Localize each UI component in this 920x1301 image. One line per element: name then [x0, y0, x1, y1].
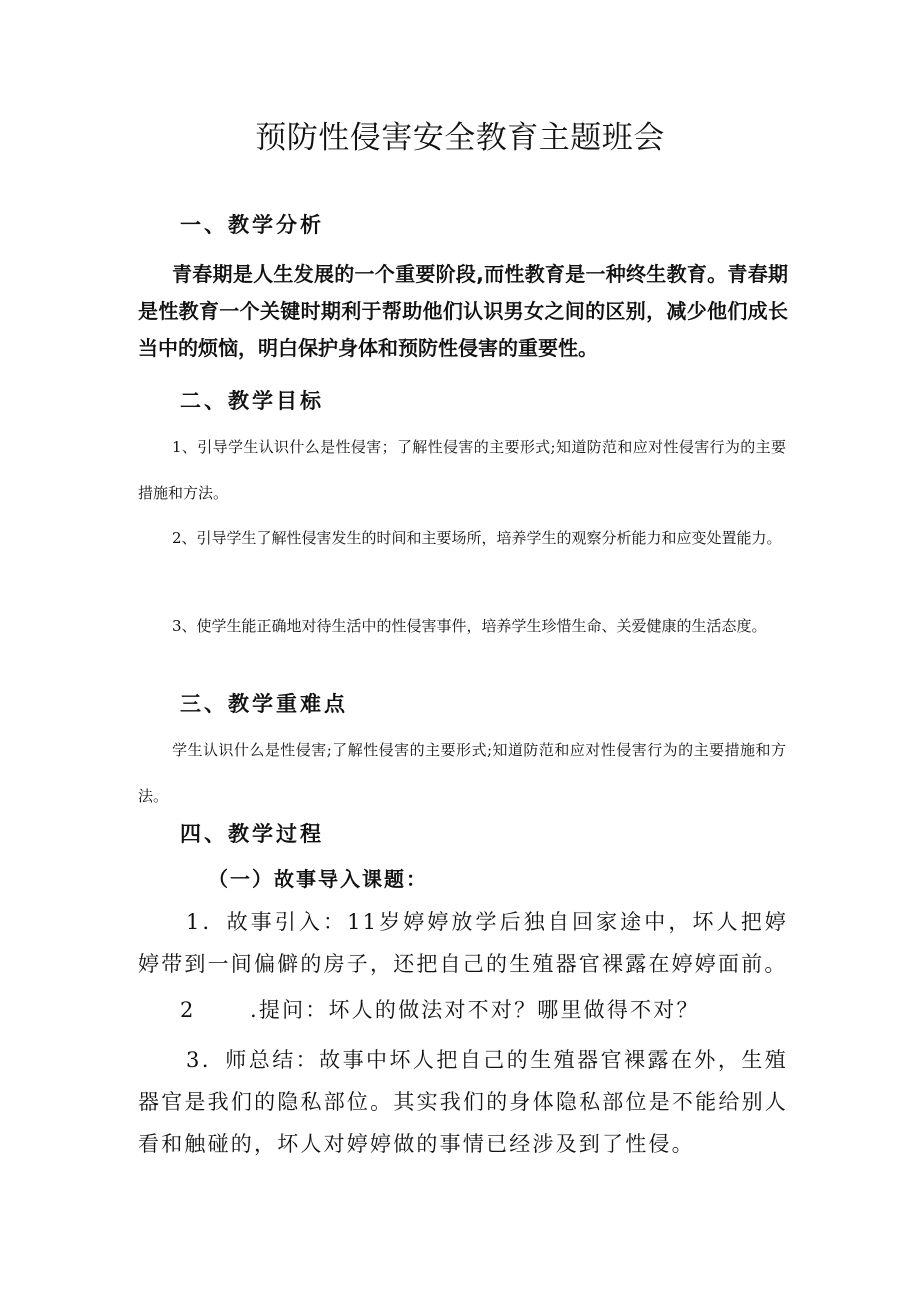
section-heading-goals: 二、教学目标	[180, 389, 324, 413]
goal-item-3: 3、使学生能正确地对待生活中的性侵害事件，培养学生珍惜生命、关爱健康的生活态度。	[172, 617, 767, 635]
goal-item-1: 1、引导学生认识什么是性侵害；了解性侵害的主要形式;知道防范和应对性侵害行为的主要措施和方法。	[138, 438, 786, 502]
section-heading-process: 四、教学过程	[180, 822, 324, 846]
section-heading-analysis: 一、教学分析	[180, 213, 324, 237]
process-subheading: （一）故事导入课题：	[208, 867, 428, 891]
keypoints-paragraph: 学生认识什么是性侵害;了解性侵害的主要形式;知道防范和应对性侵害行为的主要措施和方法。	[138, 741, 786, 805]
process-step-2-text: .提问：坏人的做法对不对？哪里做得不对？	[250, 998, 700, 1022]
process-step-2	[180, 995, 700, 1025]
document-title: 预防性侵害安全教育主题班会	[255, 120, 665, 156]
analysis-paragraph: 青春期是人生发展的一个重要阶段,而性教育是一种终生教育。青春期是性教育一个关键时期利于帮助他们认识男女之间的区别，减少他们成长当中的烦恼，明白保护身体和预防性侵害的重要性。	[138, 262, 788, 360]
goal-item-2: 2、引导学生了解性侵害发生的时间和主要场所，培养学生的观察分析能力和应变处置能力。	[172, 529, 782, 547]
process-step-2-number: 2	[180, 998, 196, 1022]
process-step-1: 1．故事引入：11岁婷婷放学后独自回家途中，坏人把婷婷带到一间偏僻的房子，还把自己的生殖器官裸露在婷婷面前。	[138, 910, 788, 976]
process-step-3: 3．师总结：故事中坏人把自己的生殖器官裸露在外，生殖器官是我们的隐私部位。其实我们的身体隐私部位是不能给别人看和触碰的，坏人对婷婷做的事情已经涉及到了性侵。	[138, 1048, 788, 1156]
section-heading-keypoints: 三、教学重难点	[180, 692, 348, 716]
